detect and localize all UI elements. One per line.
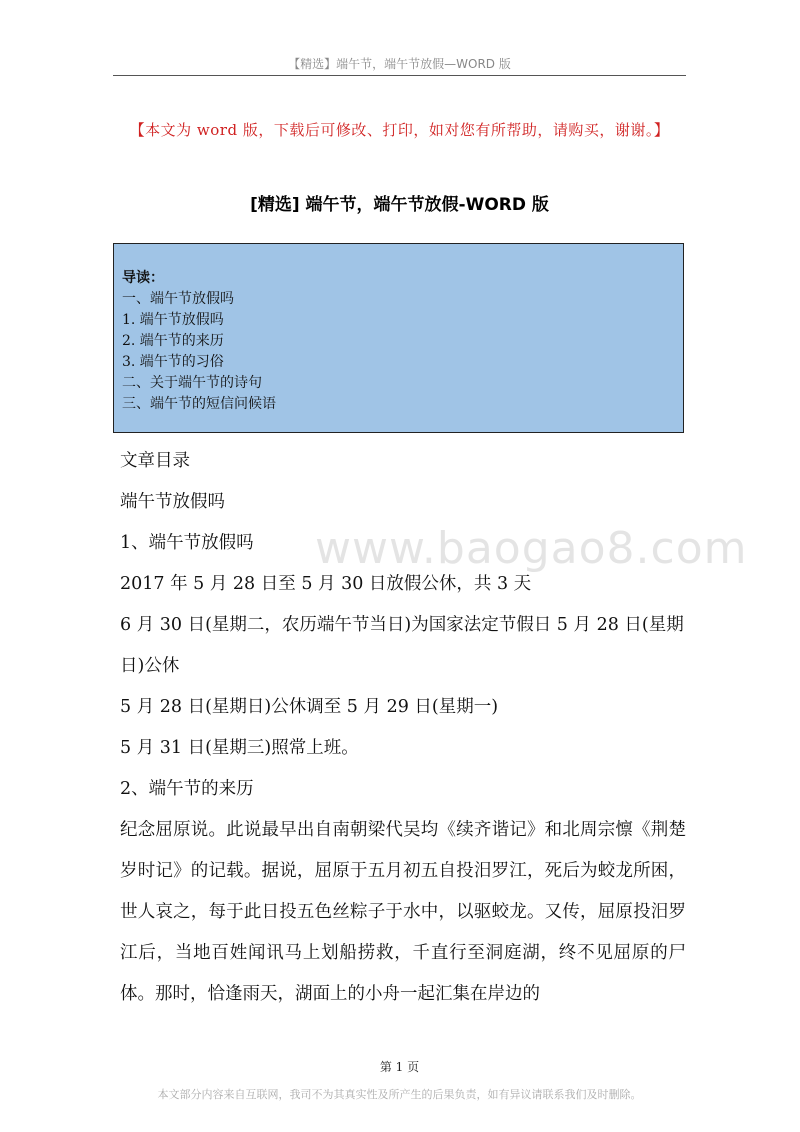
watermark: www.baogao8.com	[315, 523, 748, 574]
guide-item: 一、端午节放假吗	[122, 291, 234, 307]
guide-item: 二、关于端午节的诗句	[122, 375, 262, 391]
guide-item: 1. 端午节放假吗	[122, 312, 224, 328]
section-heading: 端午节放假吗	[120, 492, 225, 512]
subsection-heading: 2、端午节的来历	[120, 779, 254, 799]
guide-box	[113, 243, 684, 433]
page-footer: 本文部分内容来自互联网，我司不为其真实性及所产生的后果负责，如有异议请联系我们及时删除。	[157, 1088, 642, 1101]
guide-item: 2. 端午节的来历	[122, 333, 224, 349]
document-title: [精选] 端午节，端午节放假-WORD 版	[250, 195, 549, 215]
section-heading-contents: 文章目录	[120, 451, 190, 471]
paragraph: 5 月 31 日(星期三)照常上班。	[120, 738, 359, 758]
guide-item: 3. 端午节的习俗	[122, 354, 224, 370]
guide-item: 三、端午节的短信问候语	[122, 396, 276, 412]
paragraph: 5 月 28 日(星期日)公休调至 5 月 29 日(星期一)	[120, 697, 499, 717]
paragraph: 2017 年 5 月 28 日至 5 月 30 日放假公休，共 3 天	[120, 574, 532, 594]
paragraph: 6 月 30 日(星期二，农历端午节当日)为国家法定节假日 5 月 28 日(星期日)公休	[120, 615, 684, 676]
header-divider	[113, 75, 686, 76]
page-header: 【精选】端午节，端午节放假—WORD 版	[288, 57, 511, 71]
purchase-notice: 【本文为 word 版，下载后可修改、打印，如对您有所帮助，请购买，谢谢。】	[129, 121, 670, 139]
guide-label: 导读：	[122, 270, 164, 286]
page-number: 第 1 页	[379, 1060, 420, 1074]
paragraph: 纪念屈原说。此说最早出自南朝梁代吴均《续齐谐记》和北周宗懔《荆楚岁时记》的记载。据说，屈原于五月初五自投汨罗江，死后为蛟龙所困，世人哀之，每于此日投五色丝粽子于水中，以驱蛟龙。又传，屈原投汨罗江后，当地百姓闻讯马上划船捞救，千直行至洞庭湖，终不见屈原的尸体。那时，恰逢雨天，湖面上的小舟一起汇集在岸边的	[120, 820, 686, 1004]
subsection-heading: 1、端午节放假吗	[120, 533, 254, 553]
